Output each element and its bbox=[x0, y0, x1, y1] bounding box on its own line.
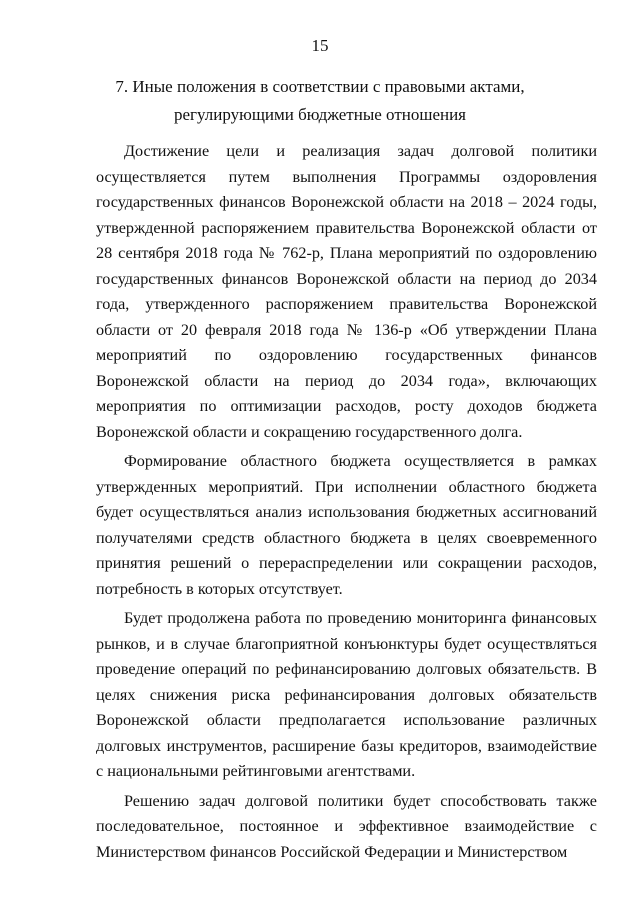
paragraph-debt-policy-goals: Достижение цели и реализация задач долговой политики осуществляется путем выполнения Программы оздоровления государственных финансов Воронежской области на 2018 – 2024 годы, утвержденной распоряжением правительства Воронежской области от 28 сентября 2018 года № 762-р, Плана мероприятий по оздоровлению государственных финансов Воронежской области на период до 2034 года, утвержденного распоряжением правительства Воронежской области от 20 февраля 2018 года № 136-р «Об утверждении Плана мероприятий по оздоровлению государственных финансов Воронежской области на период до 2034 года», включающих мероприятия по оптимизации расходов, росту доходов бюджета Воронежской области и сокращению государственного долга. bbox=[96, 142, 597, 441]
paragraph-budget-formation: Формирование областного бюджета осуществляется в рамках утвержденных мероприятий. При исполнении областного бюджета будет осуществляться анализ использования бюджетных ассигнований получателями средств областного бюджета в целях своевременного принятия решений о перераспределении или сокращении расходов, потребность в которых отсутствует. bbox=[96, 452, 597, 598]
paragraph-market-monitoring: Будет продолжена работа по проведению мониторинга финансовых рынков, и в случае благоприятной конъюнктуры будет осуществляться проведение операций по рефинансированию долговых обязательств. В целях снижения риска рефинансирования долговых обязательств Воронежской области предполагается использование различных долговых инструментов, расширение базы кредиторов, взаимодействие с национальными рейтинговыми агентствами. bbox=[96, 609, 597, 780]
page-number: 15 bbox=[311, 36, 329, 55]
document-body bbox=[96, 139, 597, 865]
section-heading-line-1: 7. Иные положения в соответствии с правовыми актами, bbox=[115, 77, 525, 96]
section-heading-line-2: регулирующими бюджетные отношения bbox=[173, 105, 467, 124]
paragraph-interaction: Решению задач долговой политики будет способствовать также последовательное, постоянное и эффективное взаимодействие с Министерством финансов Российской Федерации и Министерством bbox=[96, 791, 597, 861]
section-heading bbox=[0, 73, 640, 129]
